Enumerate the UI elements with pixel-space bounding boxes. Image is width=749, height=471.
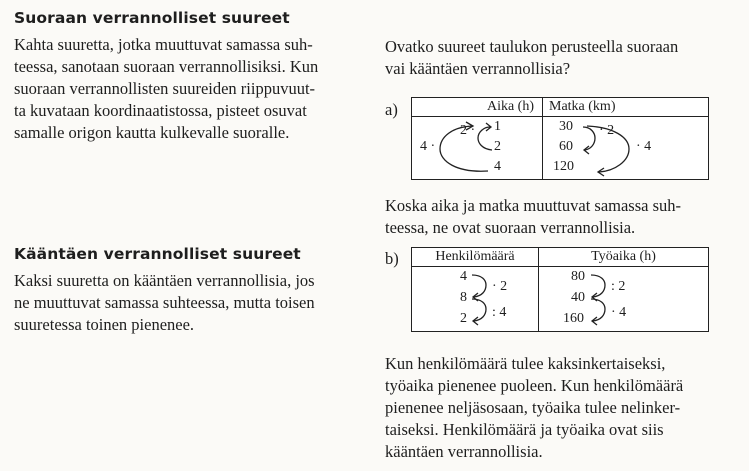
persons-value: 2 xyxy=(460,311,467,326)
example-a-label: a) xyxy=(385,100,398,119)
direct-proportion-text xyxy=(14,34,318,144)
distance-value: 120 xyxy=(553,159,574,174)
text-line: teessa, sanotaan suoraan verrannollisiksi. Kun xyxy=(14,57,319,76)
example-a-table xyxy=(411,97,709,180)
operator-top: : 2 xyxy=(611,279,626,294)
distance-value: 30 xyxy=(559,119,573,134)
text-line: Kahta suuretta, jotka muuttuvat samassa suh- xyxy=(14,35,313,54)
text-line: teessa, ne ovat suoraan verrannollisia. xyxy=(385,218,636,237)
multiplier-outer: · 4 xyxy=(636,139,652,154)
operator-bottom: · 4 xyxy=(611,305,627,320)
multiplier-inner: 2 · xyxy=(460,123,476,138)
text-line: Koska aika ja matka muuttuvat samassa suh- xyxy=(385,196,682,215)
text-line: kääntäen verrannollisia. xyxy=(385,442,543,461)
table-header-time: Aika (h) xyxy=(412,98,543,117)
work-time-value: 160 xyxy=(563,311,584,326)
time-value: 2 xyxy=(494,139,501,154)
table-cell-persons-values xyxy=(412,267,539,332)
multiplier-inner: · 2 xyxy=(599,123,615,138)
example-b-label: b) xyxy=(385,249,399,268)
text-line: taiseksi. Henkilömäärä ja työaika ovat siis xyxy=(385,420,664,439)
bottom-arrow-icon xyxy=(412,267,512,331)
inverse-proportion-text xyxy=(14,270,315,336)
text-line: työaika pienenee puoleen. Kun henkilömäärä xyxy=(385,376,684,395)
work-time-value: 80 xyxy=(571,269,585,284)
text-line: vai kääntäen verrannollisia? xyxy=(385,59,571,78)
table-cell-work-time-values xyxy=(539,267,709,332)
question-text xyxy=(385,36,678,80)
operator-bottom: : 4 xyxy=(492,305,507,320)
bottom-arrow-icon xyxy=(539,267,639,331)
inner-arrow-icon xyxy=(412,117,492,181)
example-b-table xyxy=(411,247,709,332)
text-line: ta kuvataan koordinaatistossa, pisteet osuvat xyxy=(14,101,307,120)
example-b-answer xyxy=(385,353,683,463)
distance-value: 60 xyxy=(559,139,573,154)
text-line: Ovatko suureet taulukon perusteella suoraan xyxy=(385,37,679,56)
table-cell-distance-values xyxy=(543,117,709,180)
example-a-answer xyxy=(385,195,681,239)
text-line: suoraan verrannollisten suureiden riippuvuut- xyxy=(14,79,316,98)
operator-top: · 2 xyxy=(492,279,508,294)
time-value: 1 xyxy=(494,119,501,134)
inverse-proportion-heading: Kääntäen verrannolliset suureet xyxy=(14,245,301,263)
time-value: 4 xyxy=(494,159,501,174)
direct-proportion-heading: Suoraan verrannolliset suureet xyxy=(14,9,290,27)
text-line: Kun henkilömäärä tulee kaksinkertaiseksi, xyxy=(385,354,666,373)
table-header-persons: Henkilömäärä xyxy=(412,248,539,267)
table-header-distance: Matka (km) xyxy=(543,98,709,117)
text-line: ne muuttuvat samassa suhteessa, mutta toisen xyxy=(14,293,315,312)
text-line: samalle origon kautta kulkevalle suoralle. xyxy=(14,123,290,142)
persons-value: 4 xyxy=(460,269,467,284)
text-line: Kaksi suuretta on kääntäen verrannollisia, jos xyxy=(14,271,315,290)
multiplier-outer: 4 · xyxy=(420,139,436,154)
text-line: pienenee neljäsosaan, työaika tulee nelinker- xyxy=(385,398,681,417)
text-line: suuretessa toinen pienenee. xyxy=(14,315,195,334)
table-cell-time-values xyxy=(412,117,543,180)
table-header-work-time: Työaika (h) xyxy=(539,248,709,267)
persons-value: 8 xyxy=(460,290,467,305)
work-time-value: 40 xyxy=(571,290,585,305)
